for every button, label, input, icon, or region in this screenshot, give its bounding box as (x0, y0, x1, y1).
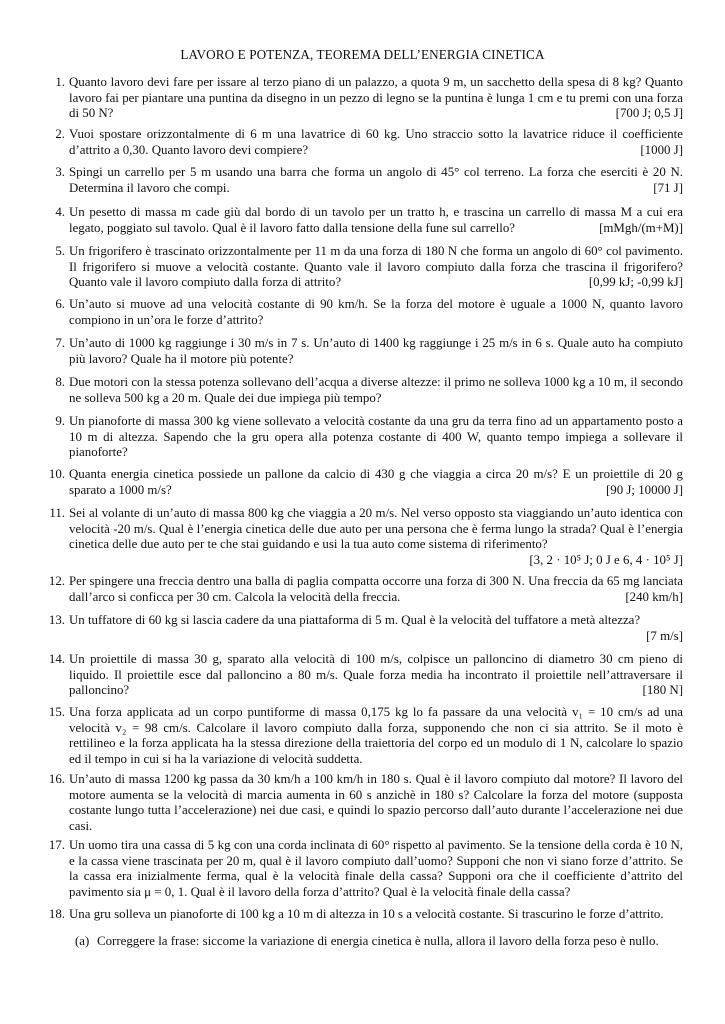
problem-item (48, 705, 683, 767)
problem-text: Un tuffatore di 60 kg si lascia cadere da una piattaforma di 5 m. Qual è la velocità del tuffatore a metà altezza? (69, 613, 641, 627)
problem-number: 8. (55, 375, 65, 389)
problem-item (48, 652, 683, 699)
problem-answer: [240 km/h] (625, 589, 683, 604)
page-title: LAVORO E POTENZA, TEOREMA DELL’ENERGIA CINETICA (180, 47, 545, 62)
problem-text: Una gru solleva un pianoforte di 100 kg a 10 m di altezza in 10 s a velocità costante. Si trascurino le forze d’attrito. (69, 907, 664, 921)
problem-number: 15. (48, 705, 65, 719)
problem-item (55, 205, 683, 236)
problem-text: Due motori con la stessa potenza sollevano dell’acqua a diverse altezze: il primo ne solleva 1000 kg a 10 m, il secondo ne solleva 500 kg a 20 m. Quale dei due impiega più tempo? (69, 375, 683, 405)
problem-number: 6. (55, 297, 65, 311)
problem-text: Spingi un carrello per 5 m usando una barra che forma un angolo di 45° col terreno. La forza che eserciti è 20 N. Determina il lavoro che compi. (69, 165, 683, 195)
problem-item (48, 613, 683, 644)
problem-item (55, 75, 683, 122)
problem-item (48, 467, 683, 498)
problem-number: 13. (48, 613, 65, 627)
problem-text: Sei al volante di un’auto di massa 800 kg che viaggia a 20 m/s. Nel verso opposto sta viaggiando un’auto identica con velocità -20 m/s. Qual è l’energia cinetica delle due auto per una persona che è ferma lungo la strada? Qual è l’energia cinetica delle due auto per te che stai guidando e usi la tua auto come sistema di riferimento? (69, 506, 683, 552)
problem-item (55, 165, 683, 196)
problem-number: 5. (55, 244, 65, 258)
problem-number: 7. (55, 336, 65, 350)
problem-item (48, 772, 683, 834)
problem-item (49, 506, 683, 568)
problem-number: 16. (48, 772, 65, 786)
problem-number: 4. (55, 205, 65, 219)
problem-number: 18. (48, 907, 65, 921)
problem-answer: [0,99 kJ; -0,99 kJ] (588, 275, 683, 290)
problem-text: Un’auto di massa 1200 kg passa da 30 km/h a 100 km/h in 180 s. Qual è il lavoro compiuto dal motore? Il lavoro del motore aumenta se la velocità di marcia aumenta in 60 s anzichè in 180 s? Calcolare la forza del motore (supposta costante lungo tutta l’accelerazione) nei due casi, e quindi lo spazio percorso dall’auto durante l’accelerazione nei due casi. (69, 772, 683, 833)
problem-number: 11. (49, 506, 65, 520)
problem-answer: [3, 2 · 10⁵ J; 0 J e 6, 4 · 10⁵ J] (529, 552, 683, 567)
problem-text: Quanta energia cinetica possiede un pallone da calcio di 430 g che viaggia a circa 20 m/s? E un proiettile di 20 g sparato a 1000 m/s? (69, 467, 683, 497)
problem-text: Per spingere una freccia dentro una balla di paglia compatta occorre una forza di 300 N. Una freccia da 65 mg lanciata dall’arco si conficca per 30 cm. Calcola la velocità della freccia. (69, 574, 683, 604)
problem-text: Un proiettile di massa 30 g, sparato alla velocità di 100 m/s, colpisce un palloncino di diametro 30 cm pieno di liquido. Il proiettile esce dal palloncino a 80 m/s. Quale forza media ha incontrato il proiettile nell’attraversare il palloncino? (69, 652, 683, 698)
problem-item (55, 336, 683, 367)
problem-number: 9. (55, 414, 65, 428)
problem-answer: [90 J; 10000 J] (606, 482, 683, 497)
problem-number: 3. (55, 165, 65, 179)
problem-text: Un uomo tira una cassa di 5 kg con una corda inclinata di 60° rispetto al pavimento. Se la tensione della corda è 10 N, e la cassa viene trascinata per 20 m, qual è il lavoro compiuto dall’uomo? Supponi che non vi siano forze d’attrito. Se la cassa era inizialmente ferma, qual è la velocità finale della cassa? Supponi ora che il coefficiente d’attrito del pavimento sia μ = 0, 1. Qual è il lavoro della forza d’attrito? Qual è la velocità finale della cassa? (69, 838, 683, 899)
problem-answer: [700 J; 0,5 J] (615, 106, 683, 121)
problem-item (48, 574, 683, 605)
problem-answer: [7 m/s] (646, 628, 683, 643)
problem-answer: [71 J] (653, 180, 683, 195)
problem-item (48, 838, 683, 900)
problem-number: 10. (48, 467, 65, 481)
problem-text: Un’auto di 1000 kg raggiunge i 30 m/s in 7 s. Un’auto di 1400 kg raggiunge i 25 m/s in 6 s. Quale auto ha compiuto più lavoro? Quale ha il motore più potente? (69, 336, 683, 366)
problem-text: Vuoi spostare orizzontalmente di 6 m una lavatrice di 60 kg. Uno straccio sotto la lavatrice riduce il coefficiente d’attrito a 0,30. Quanto lavoro devi compiere? (69, 127, 683, 157)
problem-text: Un pianoforte di massa 300 kg viene sollevato a velocità costante da una gru da terra fino ad un appartamento posto a 10 m di altezza. Sapendo che la gru opera alla potenza costante di 400 W, quanto tempo impiega a sollevare il pianoforte? (69, 414, 683, 460)
problem-number: 14. (48, 652, 65, 666)
problem-text: Un’auto si muove ad una velocità costante di 90 km/h. Se la forza del motore è uguale a 1000 N, quanto lavoro compiono in un’ora le forze d’attrito? (69, 297, 683, 327)
problem-text: Un frigorifero è trascinato orizzontalmente per 11 m da una forza di 180 N che forma un angolo di 60° col pavimento. Il frigorifero si muove a velocità costante. Quanto vale il lavoro compiuto dalla forza che trascina il frigorifero? Quanto vale il lavoro compiuto dalla forza di attrito? (69, 244, 683, 290)
problem-answer: [1000 J] (640, 142, 683, 157)
problem-text: Una forza applicata ad un corpo puntiforme di massa 0,175 kg lo fa passare da una velocità v₁ = 10 cm/s ad una velocità v₂ = 98 cm/s. Calcolare il lavoro compiuto dalla forza, supponendo che non ci sia attrito. Se il moto è rettilineo e la forza applicata ha la stessa direzione della traiettoria del corpo ed un modulo di 1 N, calcolare lo spazio ed il tempo in cui si ha la variazione di velocità suddetta. (69, 705, 683, 766)
problem-number: 1. (55, 75, 65, 89)
subitem (75, 934, 683, 950)
subitem-text: Correggere la frase: siccome la variazione di energia cinetica è nulla, allora il lavoro della forza peso è nullo. (97, 934, 659, 948)
problem-answer: [mMgh/(m+M)] (599, 220, 683, 235)
problem-number: 12. (48, 574, 65, 588)
problem-item (55, 375, 683, 406)
subitem-label: (a) (75, 934, 90, 948)
problem-item (55, 414, 683, 461)
problem-item (55, 244, 683, 291)
problem-number: 2. (55, 127, 65, 141)
problem-text: Quanto lavoro devi fare per issare al terzo piano di un palazzo, a quota 9 m, un sacchetto della spesa di 8 kg? Quanto lavoro fai per piantare una puntina da disegno in un pezzo di legno se la puntina è lunga 1 cm e tu premi con una forza di 50 N? (69, 75, 683, 121)
problem-text: Un pesetto di massa m cade giù dal bordo di un tavolo per un tratto h, e trascina un carrello di massa M a cui era legato, poggiato sul tavolo. Qual è il lavoro fatto dalla tensione della fune sul carrello? (69, 205, 683, 235)
problem-number: 17. (48, 838, 65, 852)
problem-item (55, 297, 683, 328)
problem-answer: [180 N] (642, 683, 683, 698)
problem-item (55, 127, 683, 158)
problem-item (48, 907, 683, 923)
